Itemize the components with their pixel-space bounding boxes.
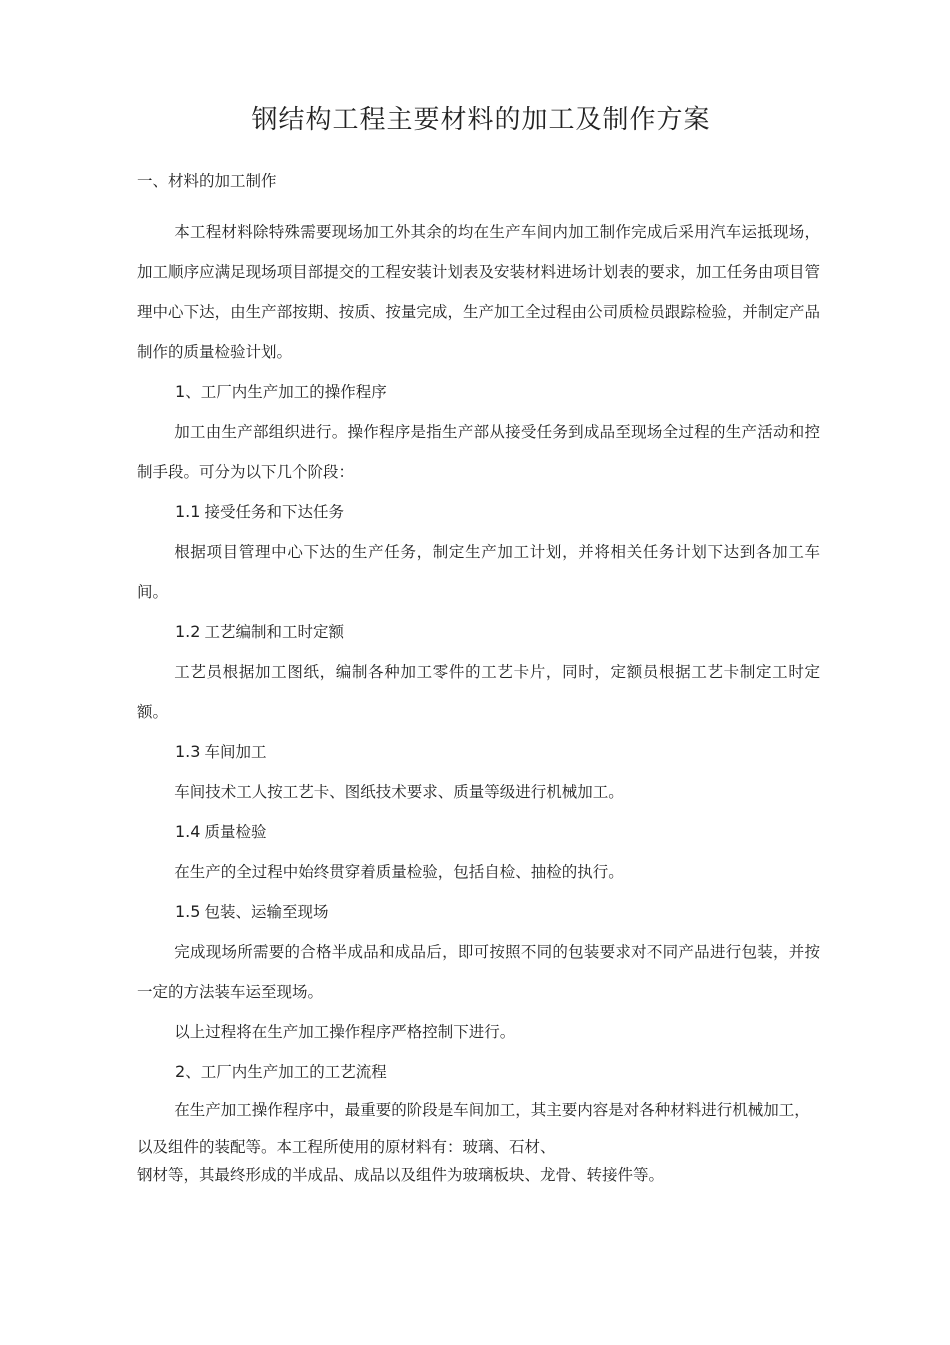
heading-number: 1 (175, 382, 186, 401)
paragraph-heading-1-4: 在生产的全过程中始终贯穿着质量检验，包括自检、抽检的执行。 (174, 863, 624, 881)
heading-number: 1.4 (175, 822, 201, 841)
paragraph-heading-1: 加工由生产部组织进行。操作程序是指生产部从接受任务到成品至现场全过程的生产活动和控制手段。可分为以下几个阶段： (137, 423, 820, 481)
paragraph-heading-2-b: 钢材等，其最终形成的半成品、成品以及组件为玻璃板块、龙骨、转接件等。 (137, 1166, 665, 1184)
document-title: 钢结构工程主要材料的加工及制作方案 (251, 105, 711, 135)
heading-number: 1.1 (175, 502, 201, 521)
heading-text: 车间加工 (204, 743, 267, 761)
heading-number: 1.3 (175, 742, 201, 761)
paragraph-heading-1-2: 工艺员根据加工图纸，编制各种加工零件的工艺卡片，同时，定额员根据工艺卡制定工时定额。 (137, 663, 820, 721)
heading-1-5 (137, 892, 820, 932)
paragraph-heading-1-5: 完成现场所需要的合格半成品和成品后，即可按照不同的包装要求对不同产品进行包装，并按一定的方法装车运至现场。 (137, 943, 820, 1001)
heading-1-2 (137, 612, 820, 652)
heading-1 (137, 372, 820, 412)
paragraph-heading-1-3: 车间技术工人按工艺卡、图纸技术要求、质量等级进行机械加工。 (174, 783, 624, 801)
heading-2 (137, 1052, 820, 1092)
heading-1-1 (137, 492, 820, 532)
heading-text: 工艺编制和工时定额 (204, 623, 344, 641)
paragraph-intro: 本工程材料除特殊需要现场加工外其余的均在生产车间内加工制作完成后采用汽车运抵现场，加工顺序应满足现场项目部提交的工程安装计划表及安装材料进场计划表的要求，加工任务由项目管理中心下达，由生产部按期、按质、按量完成，生产加工全过程由公司质检员跟踪检验，并制定产品制作的质量检验计划。 (137, 223, 820, 361)
paragraph-heading-2-a: 在生产加工操作程序中，最重要的阶段是车间加工，其主要内容是对各种材料进行机械加工，以及组件的装配等。本工程所使用的原材料有：玻璃、石材、 (137, 1101, 810, 1156)
paragraph-control: 以上过程将在生产加工操作程序严格控制下进行。 (174, 1023, 516, 1041)
heading-text: 接受任务和下达任务 (204, 503, 344, 521)
paragraph-heading-1-1: 根据项目管理中心下达的生产任务，制定生产加工计划，并将相关任务计划下达到各加工车间。 (137, 543, 820, 601)
heading-text: 、工厂内生产加工的工艺流程 (185, 1063, 387, 1081)
heading-number: 1.2 (175, 622, 201, 641)
heading-text: 质量检验 (204, 823, 267, 841)
heading-number: 1.5 (175, 902, 201, 921)
heading-text: 包装、运输至现场 (204, 903, 329, 921)
section-heading-1: 一、材料的加工制作 (137, 172, 277, 190)
heading-number: 2 (175, 1062, 186, 1081)
heading-1-3 (137, 732, 820, 772)
heading-text: 、工厂内生产加工的操作程序 (185, 383, 387, 401)
heading-1-4 (137, 812, 820, 852)
